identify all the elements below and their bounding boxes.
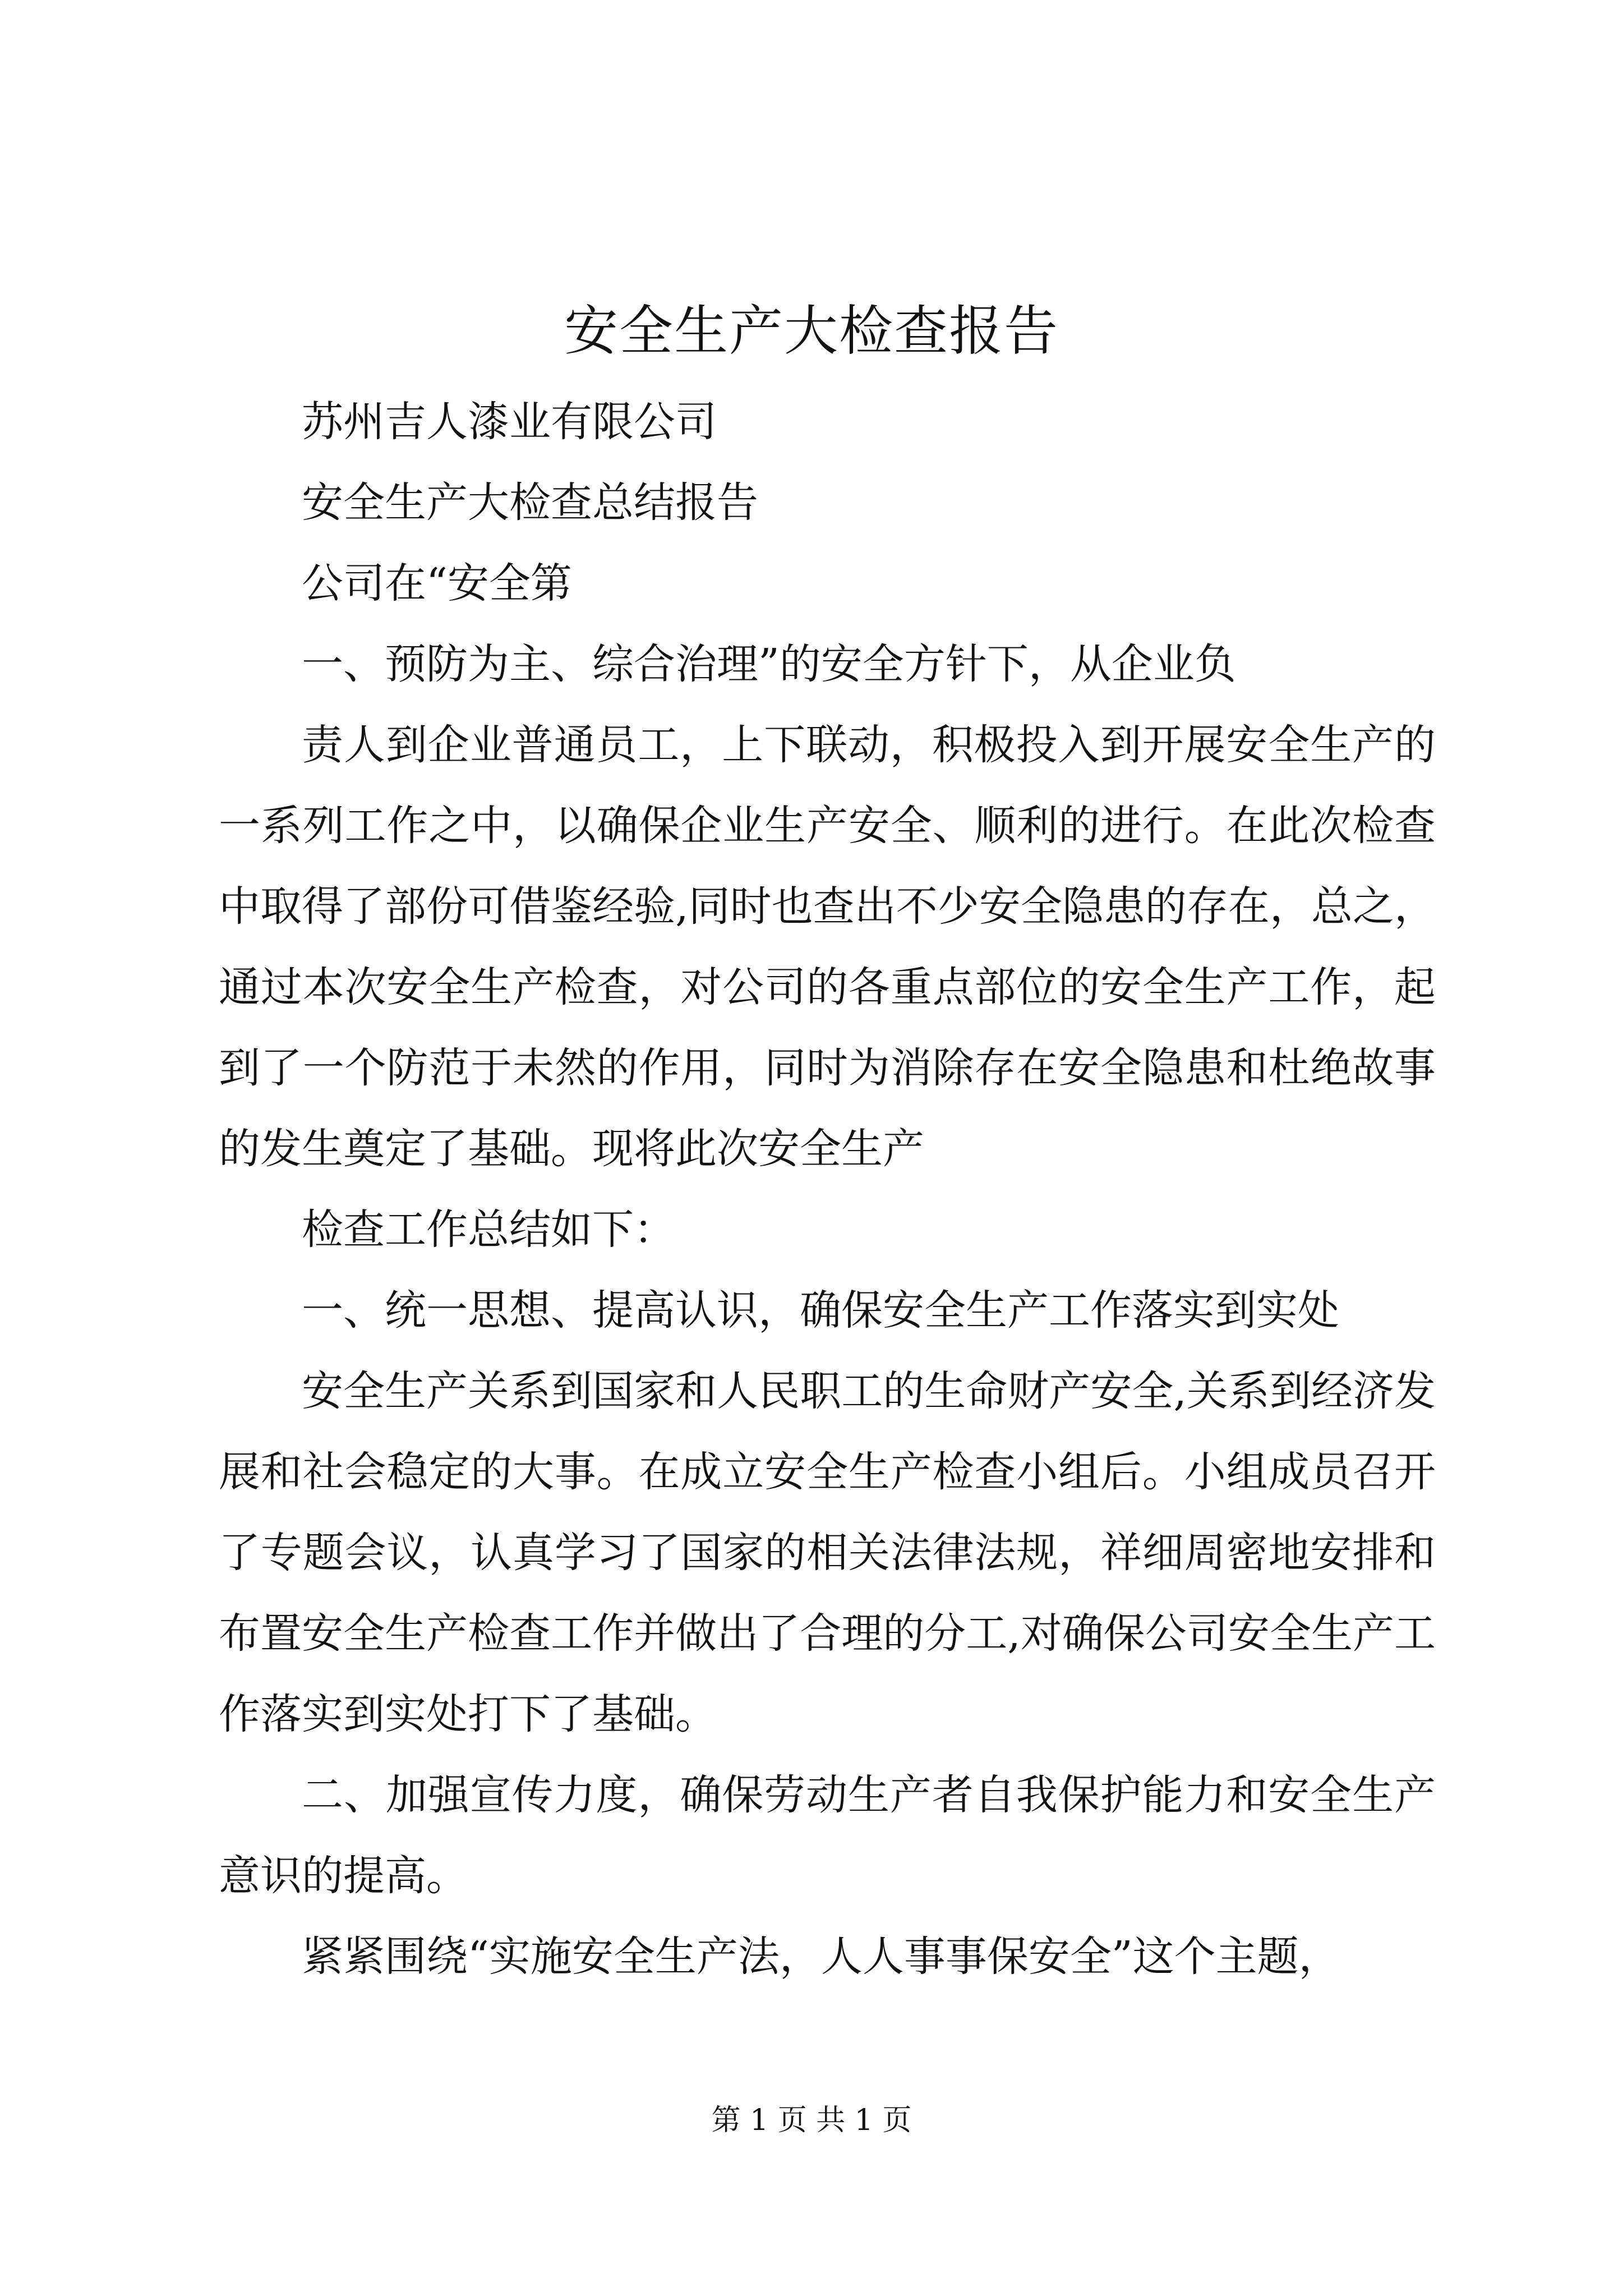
company-name: 苏州吉人漆业有限公司 [302, 398, 717, 446]
document-body [219, 381, 1436, 1997]
section-heading-2: 二、加强宣传力度，确保劳动生产者自我保护能力和安全生产意识的提高。 [219, 1771, 1436, 1900]
page-number-footer: 第 1 页 共 1 页 [711, 2104, 912, 2137]
report-subtitle: 安全生产大检查总结报告 [302, 478, 758, 527]
paragraph: 责人到企业普通员工，上下联动，积极投入到开展安全生产的一系列工作之中，以确保企业生产安全、顺利的进行。在此次检查中取得了部份可借鉴经验,同时也查出不少安全隐患的存在，总之，通过本次安全生产检查，对公司的各重点部位的安全生产工作，起到了一个防范于未然的作用，同时为消除存在安全隐患和杜绝故事的发生奠定了基础。现将此次安全生产 [219, 721, 1436, 1173]
paragraph: 公司在“安全第 [302, 559, 572, 608]
section-heading-1: 一、统一思想、提高认识，确保安全生产工作落实到实处 [302, 1286, 1339, 1335]
document-title: 安全生产大检查报告 [564, 300, 1059, 362]
paragraph: 安全生产关系到国家和人民职工的生命财产安全,关系到经济发展和社会稳定的大事。在成立安全生产检查小组后。小组成员召开了专题会议，认真学习了国家的相关法律法规，祥细周密地安排和布置安全生产检查工作并做出了合理的分工,对确保公司安全生产工作落实到实处打下了基础。 [219, 1367, 1436, 1738]
paragraph: 检查工作总结如下： [302, 1205, 675, 1254]
paragraph: 紧紧围绕“实施安全生产法，人人事事保安全”这个主题， [302, 1932, 1340, 1981]
paragraph: 一、预防为主、综合治理”的安全方针下，从企业负 [302, 640, 1236, 688]
